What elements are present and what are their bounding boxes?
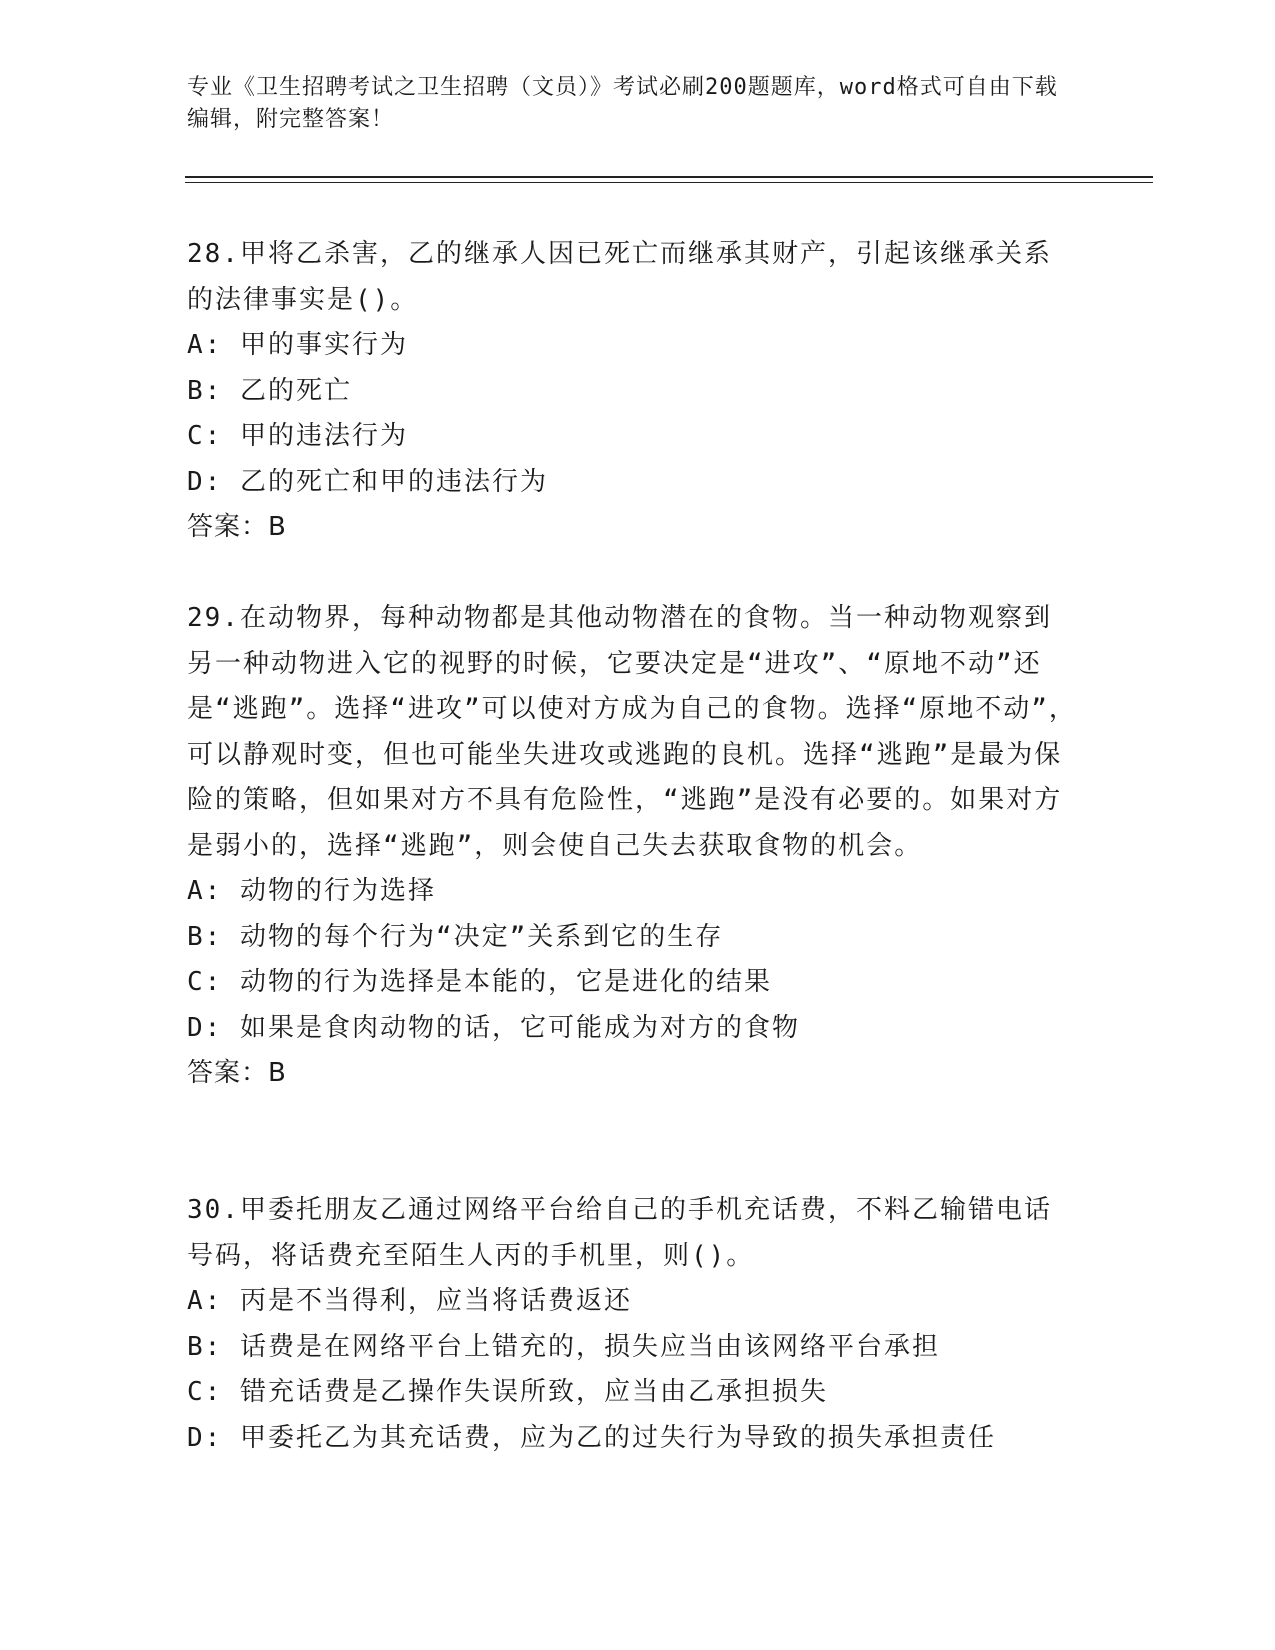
option-c: C: 动物的行为选择是本能的，它是进化的结果	[187, 967, 772, 997]
option-d: D: 如果是食肉动物的话，它可能成为对方的食物	[187, 1012, 800, 1043]
option-a: A: 甲的事实行为	[187, 330, 408, 360]
answer-line: 答案：B	[187, 512, 287, 542]
question-29	[187, 596, 1077, 1097]
page-header: 专业《卫生招聘考试之卫生招聘（文员）》考试必刷200题题库，word格式可自由下载编辑，附完整答案！	[187, 75, 1058, 132]
header-divider-bottom	[185, 182, 1153, 183]
option-b: B: 话费是在网络平台上错充的，损失应当由该网络平台承担	[187, 1331, 940, 1362]
option-a: A: 丙是不当得利，应当将话费返还	[187, 1286, 632, 1316]
option-c: C: 甲的违法行为	[187, 421, 408, 451]
option-b: B: 乙的死亡	[187, 375, 352, 406]
question-30	[187, 1188, 1077, 1461]
question-28	[187, 232, 1077, 551]
header-divider-top	[185, 176, 1153, 178]
option-d: D: 乙的死亡和甲的违法行为	[187, 466, 548, 497]
answer-line: 答案：B	[187, 1058, 287, 1088]
question-stem: 29.在动物界，每种动物都是其他动物潜在的食物。当一种动物观察到另一种动物进入它的视野的时候，它要决定是“进攻”、“原地不动”还是“逃跑”。选择“进攻”可以使对方成为自己的食物。选择“原地不动”，可以静观时变，但也可能坐失进攻或逃跑的良机。选择“逃跑”是最为保险的策略，但如果对方不具有危险性，“逃跑”是没有必要的。如果对方是弱小的，选择“逃跑”，则会使自己失去获取食物的机会。	[187, 603, 1077, 861]
option-c: C: 错充话费是乙操作失误所致，应当由乙承担损失	[187, 1377, 828, 1407]
option-a: A: 动物的行为选择	[187, 876, 436, 906]
option-d: D: 甲委托乙为其充话费，应为乙的过失行为导致的损失承担责任	[187, 1422, 996, 1453]
question-stem: 30.甲委托朋友乙通过网络平台给自己的手机充话费，不料乙输错电话号码，将话费充至陌生人丙的手机里，则()。	[187, 1195, 1052, 1271]
option-b: B: 动物的每个行为“决定”关系到它的生存	[187, 921, 724, 952]
question-stem: 28.甲将乙杀害，乙的继承人因已死亡而继承其财产，引起该继承关系的法律事实是()。	[187, 239, 1052, 315]
